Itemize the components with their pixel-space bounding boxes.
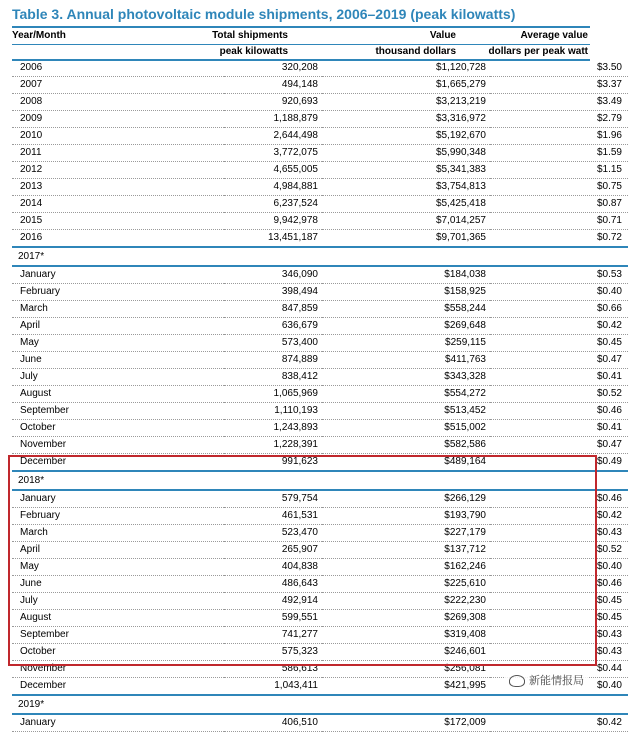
table-row xyxy=(12,352,628,369)
value-cell: $266,129 xyxy=(322,490,490,508)
avg-value-cell: $3.49 xyxy=(490,94,628,111)
row-label: August xyxy=(12,386,224,403)
shipments-cell: 9,942,978 xyxy=(224,213,322,230)
shipments-cell: 3,772,075 xyxy=(224,145,322,162)
shipments-cell: 991,623 xyxy=(224,454,322,472)
value-cell: $193,790 xyxy=(322,508,490,525)
table-row xyxy=(12,610,628,627)
row-label: April xyxy=(12,542,224,559)
column-header-shipments: Total shipments xyxy=(212,30,288,41)
value-cell: $1,665,279 xyxy=(322,77,490,94)
value-cell: $513,452 xyxy=(322,403,490,420)
row-label: June xyxy=(12,352,224,369)
avg-value-cell: $0.43 xyxy=(490,525,628,542)
value-cell: $554,272 xyxy=(322,386,490,403)
value-cell: $411,763 xyxy=(322,352,490,369)
header-top-rule xyxy=(12,26,590,28)
shipments-cell: 486,643 xyxy=(224,576,322,593)
avg-value-cell: $3.37 xyxy=(490,77,628,94)
shipments-cell: 1,110,193 xyxy=(224,403,322,420)
value-cell: $558,244 xyxy=(322,301,490,318)
row-label: December xyxy=(12,678,224,696)
row-label: December xyxy=(12,454,224,472)
row-label: September xyxy=(12,627,224,644)
table-row xyxy=(12,301,628,318)
table-row xyxy=(12,490,628,508)
avg-value-cell: $0.45 xyxy=(490,610,628,627)
value-cell: $343,328 xyxy=(322,369,490,386)
unit-shipments: peak kilowatts xyxy=(219,46,288,57)
row-label: 2016 xyxy=(12,230,224,248)
row-label: July xyxy=(12,593,224,610)
value-cell: $5,341,383 xyxy=(322,162,490,179)
shipments-cell: 398,494 xyxy=(224,284,322,301)
shipments-cell: 13,451,187 xyxy=(224,230,322,248)
table-row xyxy=(12,542,628,559)
value-cell: $515,002 xyxy=(322,420,490,437)
row-label: 2014 xyxy=(12,196,224,213)
row-label: July xyxy=(12,369,224,386)
value-cell: $582,586 xyxy=(322,437,490,454)
watermark xyxy=(505,671,588,689)
table-row xyxy=(12,230,628,248)
row-label: May xyxy=(12,335,224,352)
section-header-row xyxy=(12,471,628,490)
avg-value-cell: $0.43 xyxy=(490,644,628,661)
value-cell: $225,610 xyxy=(322,576,490,593)
row-label: March xyxy=(12,301,224,318)
shipments-cell: 461,531 xyxy=(224,508,322,525)
row-label: 2006 xyxy=(12,60,224,77)
table-row xyxy=(12,77,628,94)
avg-value-cell: $0.46 xyxy=(490,490,628,508)
avg-value-cell: $0.66 xyxy=(490,301,628,318)
table-row xyxy=(12,128,628,145)
table-row xyxy=(12,714,628,732)
table-row xyxy=(12,111,628,128)
shipments-cell: 492,914 xyxy=(224,593,322,610)
row-label: May xyxy=(12,559,224,576)
table-row xyxy=(12,454,628,472)
avg-value-cell: $0.45 xyxy=(490,335,628,352)
unit-value: thousand dollars xyxy=(375,46,456,57)
avg-value-cell: $0.71 xyxy=(490,213,628,230)
shipments-cell: 523,470 xyxy=(224,525,322,542)
shipments-cell: 847,859 xyxy=(224,301,322,318)
value-cell: $5,425,418 xyxy=(322,196,490,213)
avg-value-cell: $0.52 xyxy=(490,386,628,403)
shipments-cell: 320,208 xyxy=(224,60,322,77)
table-row xyxy=(12,60,628,77)
table-row xyxy=(12,335,628,352)
row-label: October xyxy=(12,420,224,437)
value-cell: $7,014,257 xyxy=(322,213,490,230)
value-cell: $246,601 xyxy=(322,644,490,661)
shipments-cell: 874,889 xyxy=(224,352,322,369)
avg-value-cell: $0.40 xyxy=(490,284,628,301)
row-label: 2007 xyxy=(12,77,224,94)
value-cell: $184,038 xyxy=(322,266,490,284)
table-row xyxy=(12,94,628,111)
table-row xyxy=(12,576,628,593)
value-cell: $319,408 xyxy=(322,627,490,644)
column-header-avg: Average value xyxy=(520,30,588,41)
row-label: February xyxy=(12,284,224,301)
value-cell: $269,648 xyxy=(322,318,490,335)
row-label: November xyxy=(12,437,224,454)
section-year: 2017* xyxy=(12,247,628,266)
row-label: September xyxy=(12,403,224,420)
shipments-cell: 573,400 xyxy=(224,335,322,352)
value-cell: $269,308 xyxy=(322,610,490,627)
shipments-cell: 1,243,893 xyxy=(224,420,322,437)
shipments-cell: 1,065,969 xyxy=(224,386,322,403)
value-cell: $137,712 xyxy=(322,542,490,559)
row-label: 2012 xyxy=(12,162,224,179)
shipments-cell: 4,655,005 xyxy=(224,162,322,179)
avg-value-cell: $0.42 xyxy=(490,318,628,335)
value-cell: $489,164 xyxy=(322,454,490,472)
avg-value-cell: $2.79 xyxy=(490,111,628,128)
table-row xyxy=(12,593,628,610)
shipments-cell: 346,090 xyxy=(224,266,322,284)
value-cell: $5,990,348 xyxy=(322,145,490,162)
table-row xyxy=(12,284,628,301)
shipments-cell: 636,679 xyxy=(224,318,322,335)
table-row xyxy=(12,196,628,213)
shipments-cell: 920,693 xyxy=(224,94,322,111)
column-header-year-month: Year/Month xyxy=(12,30,66,41)
section-header-row xyxy=(12,695,628,714)
table-row xyxy=(12,644,628,661)
table-row xyxy=(12,559,628,576)
table-body xyxy=(12,60,628,732)
header-mid-rule xyxy=(12,44,590,45)
table-row xyxy=(12,403,628,420)
avg-value-cell: $0.72 xyxy=(490,230,628,248)
shipments-cell: 838,412 xyxy=(224,369,322,386)
shipments-cell: 265,907 xyxy=(224,542,322,559)
watermark-text: 新能情报局 xyxy=(529,675,584,687)
table-row xyxy=(12,420,628,437)
value-cell: $259,115 xyxy=(322,335,490,352)
value-cell: $1,120,728 xyxy=(322,60,490,77)
avg-value-cell: $0.52 xyxy=(490,542,628,559)
avg-value-cell: $0.53 xyxy=(490,266,628,284)
shipments-cell: 599,551 xyxy=(224,610,322,627)
value-cell: $421,995 xyxy=(322,678,490,696)
shipments-cell: 4,984,881 xyxy=(224,179,322,196)
avg-value-cell: $0.75 xyxy=(490,179,628,196)
value-cell: $172,009 xyxy=(322,714,490,732)
value-cell: $158,925 xyxy=(322,284,490,301)
row-label: April xyxy=(12,318,224,335)
avg-value-cell: $0.47 xyxy=(490,437,628,454)
avg-value-cell: $0.47 xyxy=(490,352,628,369)
avg-value-cell: $0.41 xyxy=(490,420,628,437)
row-label: 2008 xyxy=(12,94,224,111)
table-row xyxy=(12,213,628,230)
shipments-cell: 575,323 xyxy=(224,644,322,661)
avg-value-cell: $0.46 xyxy=(490,576,628,593)
table-row xyxy=(12,437,628,454)
row-label: February xyxy=(12,508,224,525)
row-label: 2015 xyxy=(12,213,224,230)
table-row xyxy=(12,627,628,644)
shipments-cell: 586,613 xyxy=(224,661,322,678)
wechat-icon xyxy=(509,675,525,687)
unit-avg: dollars per peak watt xyxy=(488,46,588,57)
avg-value-cell: $0.44 xyxy=(490,661,628,678)
units-row xyxy=(12,46,590,60)
table-row xyxy=(12,162,628,179)
value-cell: $3,754,813 xyxy=(322,179,490,196)
value-cell: $3,316,972 xyxy=(322,111,490,128)
avg-value-cell: $0.46 xyxy=(490,403,628,420)
column-header-value: Value xyxy=(429,30,456,41)
value-cell: $9,701,365 xyxy=(322,230,490,248)
value-cell: $162,246 xyxy=(322,559,490,576)
value-cell: $227,179 xyxy=(322,525,490,542)
value-cell: $222,230 xyxy=(322,593,490,610)
avg-value-cell: $3.50 xyxy=(490,60,628,77)
avg-value-cell: $1.15 xyxy=(490,162,628,179)
row-label: January xyxy=(12,714,224,732)
shipments-cell: 6,237,524 xyxy=(224,196,322,213)
shipments-cell: 2,644,498 xyxy=(224,128,322,145)
row-label: June xyxy=(12,576,224,593)
row-label: 2013 xyxy=(12,179,224,196)
value-cell: $3,213,219 xyxy=(322,94,490,111)
section-year: 2018* xyxy=(12,471,628,490)
shipments-table xyxy=(12,60,628,732)
shipments-cell: 579,754 xyxy=(224,490,322,508)
avg-value-cell: $0.41 xyxy=(490,369,628,386)
avg-value-cell: $0.42 xyxy=(490,508,628,525)
table-row xyxy=(12,369,628,386)
section-header-row xyxy=(12,247,628,266)
shipments-cell: 1,043,411 xyxy=(224,678,322,696)
value-cell: $5,192,670 xyxy=(322,128,490,145)
table-title: Table 3. Annual photovoltaic module shipments, 2006–2019 (peak kilowatts) xyxy=(12,6,516,22)
shipments-cell: 406,510 xyxy=(224,714,322,732)
avg-value-cell: $0.87 xyxy=(490,196,628,213)
row-label: March xyxy=(12,525,224,542)
column-header-row xyxy=(12,30,590,44)
row-label: 2010 xyxy=(12,128,224,145)
table-row xyxy=(12,386,628,403)
avg-value-cell: $1.96 xyxy=(490,128,628,145)
shipments-cell: 494,148 xyxy=(224,77,322,94)
row-label: October xyxy=(12,644,224,661)
row-label: January xyxy=(12,266,224,284)
avg-value-cell: $0.43 xyxy=(490,627,628,644)
avg-value-cell: $1.59 xyxy=(490,145,628,162)
row-label: November xyxy=(12,661,224,678)
table-row xyxy=(12,145,628,162)
avg-value-cell: $0.40 xyxy=(490,559,628,576)
shipments-cell: 741,277 xyxy=(224,627,322,644)
table-row xyxy=(12,318,628,335)
row-label: January xyxy=(12,490,224,508)
shipments-cell: 1,228,391 xyxy=(224,437,322,454)
section-year: 2019* xyxy=(12,695,628,714)
avg-value-cell: $0.42 xyxy=(490,714,628,732)
avg-value-cell: $0.45 xyxy=(490,593,628,610)
avg-value-cell: $0.49 xyxy=(490,454,628,472)
table-row xyxy=(12,525,628,542)
row-label: August xyxy=(12,610,224,627)
shipments-cell: 404,838 xyxy=(224,559,322,576)
avg-value-cell: $0.40 xyxy=(490,678,628,696)
value-cell: $256,081 xyxy=(322,661,490,678)
shipments-cell: 1,188,879 xyxy=(224,111,322,128)
table-row xyxy=(12,179,628,196)
table-row xyxy=(12,266,628,284)
row-label: 2011 xyxy=(12,145,224,162)
table-row xyxy=(12,508,628,525)
row-label: 2009 xyxy=(12,111,224,128)
